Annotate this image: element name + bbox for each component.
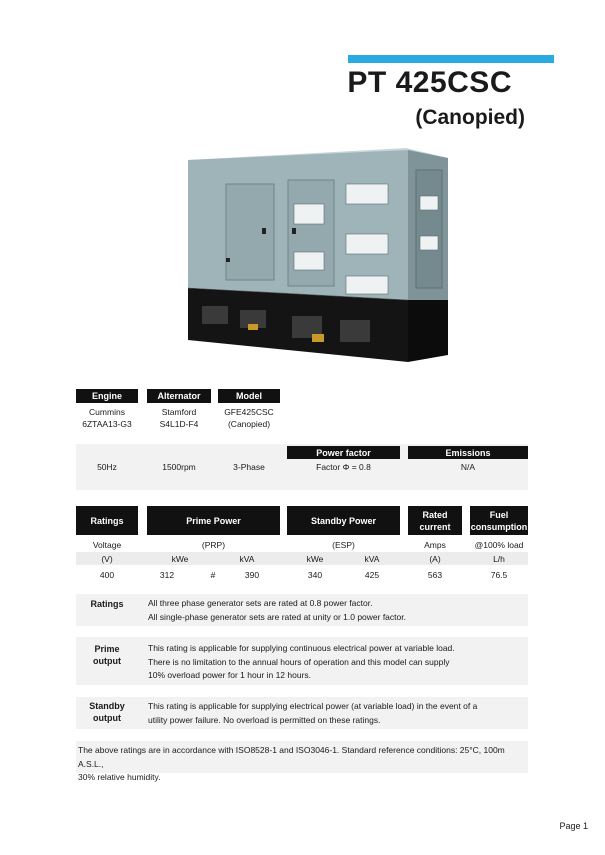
phase: 3-Phase	[233, 462, 265, 472]
header-ratings: Ratings	[76, 506, 138, 535]
unit-prime-kwe: kWe	[171, 554, 189, 564]
unit-amps: (A)	[429, 554, 441, 564]
value-voltage: 400	[99, 570, 115, 580]
standby-note-line: This rating is applicable for supplying electrical power (at variable load) in the event of a	[148, 701, 478, 711]
accent-bar	[348, 55, 554, 63]
prime-note-line: 10% overload power for 1 hour in 12 hours.	[148, 670, 312, 680]
value-standby-kwe: 340	[307, 570, 323, 580]
value-prime-kva: 390	[244, 570, 260, 580]
header-engine: Engine	[76, 389, 138, 403]
standby-note-label	[76, 700, 138, 724]
prp-label: (PRP)	[201, 540, 226, 550]
unit-standby-kwe: kWe	[306, 554, 324, 564]
unit-lh: L/h	[493, 554, 505, 564]
rated-current-line1: Rated	[422, 509, 448, 520]
prime-label-line1: Prime	[94, 644, 120, 654]
header-standby-power: Standby Power	[287, 506, 400, 535]
esp-label: (ESP)	[332, 540, 355, 550]
footer-note-line: 30% relative humidity.	[78, 772, 161, 782]
engine-model: 6ZTAA13-G3	[82, 419, 132, 429]
header-model: Model	[218, 389, 280, 403]
value-prime-hash: #	[210, 570, 216, 580]
engine-make: Cummins	[89, 407, 125, 417]
ratings-note-line: All single-phase generator sets are rated at unity or 1.0 power factor.	[148, 611, 406, 622]
load-label: @100% load	[474, 540, 524, 550]
header-prime-power: Prime Power	[147, 506, 280, 535]
rated-current-line2: current	[419, 521, 451, 532]
prime-note-line: There is no limitation to the annual hours of operation and this model can supply	[148, 656, 450, 667]
product-subtitle: (Canopied)	[415, 106, 525, 129]
header-rated-current	[408, 506, 462, 535]
unit-v: (V)	[101, 554, 113, 564]
generator-image	[180, 140, 458, 370]
speed: 1500rpm	[162, 462, 196, 472]
footer-note-text	[78, 744, 528, 785]
value-standby-kva: 425	[364, 570, 380, 580]
standby-note-text	[148, 700, 528, 727]
prime-note-line: This rating is applicable for supplying continuous electrical power at variable load.	[148, 643, 455, 653]
product-title: PT 425CSC	[347, 66, 512, 99]
header-fuel-consumption	[470, 506, 528, 535]
ratings-note-line: All three phase generator sets are rated at 0.8 power factor.	[148, 598, 373, 608]
alternator-value	[147, 406, 211, 430]
fuel-line2: consumption	[470, 521, 528, 532]
footer-note-line: The above ratings are in accordance with ISO8528-1 and ISO3046-1. Standard reference conditions: 25°C, 100m A.S.L.,	[78, 745, 505, 769]
fuel-line1: Fuel	[489, 509, 509, 520]
prime-note-text	[148, 642, 528, 683]
ratings-note-text	[148, 597, 528, 624]
voltage-label: Voltage	[92, 540, 122, 550]
standby-label-line2: output	[93, 713, 121, 723]
standby-label-line1: Standby	[89, 701, 125, 711]
alternator-model: S4L1D-F4	[159, 419, 199, 429]
ratings-note-label: Ratings	[90, 599, 124, 609]
model-variant: (Canopied)	[227, 419, 271, 429]
prime-note-label	[76, 643, 138, 667]
amps-label: Amps	[424, 540, 446, 550]
prime-label-line2: output	[93, 656, 121, 666]
unit-standby-kva: kVA	[364, 554, 380, 564]
frequency: 50Hz	[97, 462, 117, 472]
model-value	[218, 406, 280, 430]
page-number: Page 1	[559, 821, 588, 831]
value-fuel: 76.5	[490, 570, 508, 580]
standby-note-line: utility power failure. No overload is permitted on these ratings.	[148, 714, 381, 725]
unit-prime-kva: kVA	[239, 554, 255, 564]
power-factor-value: Factor Φ = 0.8	[316, 462, 371, 472]
header-alternator: Alternator	[147, 389, 211, 403]
model-code: GFE425CSC	[224, 407, 274, 417]
engine-value	[76, 406, 138, 430]
alternator-make: Stamford	[161, 407, 197, 417]
value-prime-kwe: 312	[159, 570, 175, 580]
emissions-value: N/A	[460, 462, 476, 472]
header-power-factor: Power factor	[287, 446, 400, 459]
header-emissions: Emissions	[408, 446, 528, 459]
value-amps: 563	[427, 570, 443, 580]
